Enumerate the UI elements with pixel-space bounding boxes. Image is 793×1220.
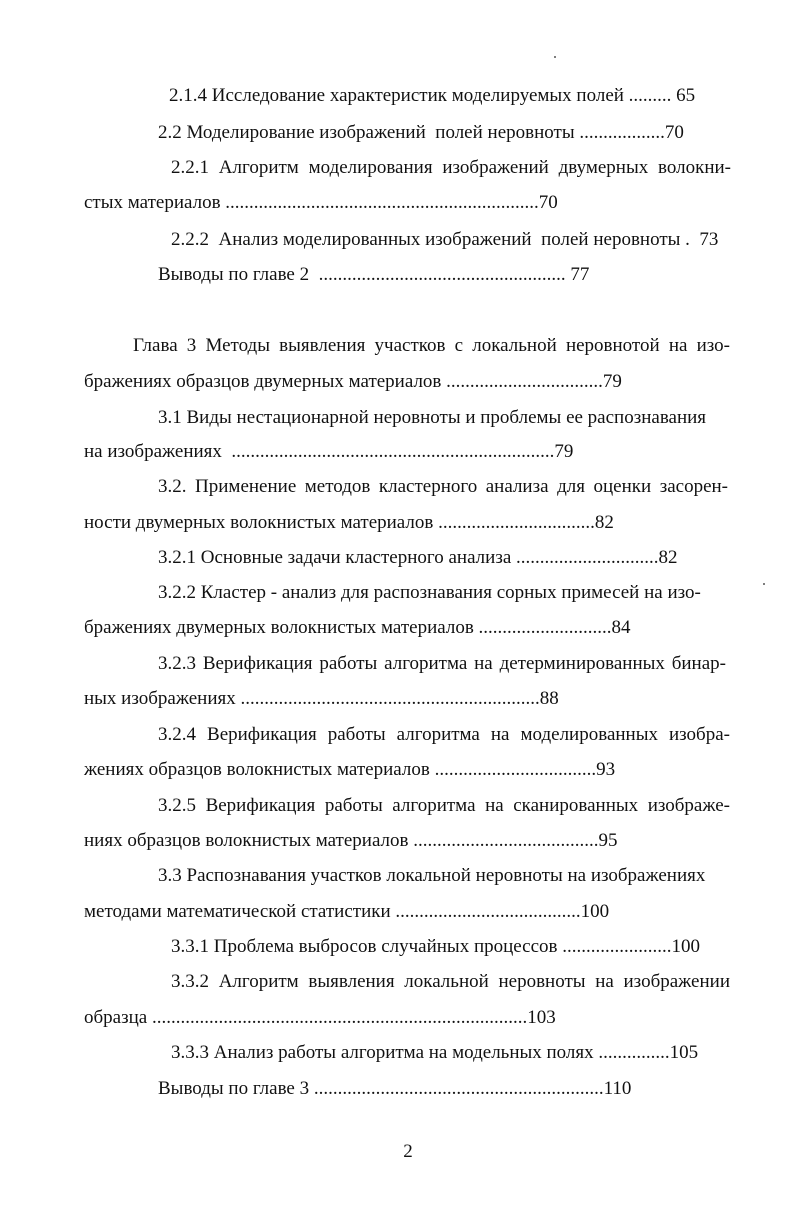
toc-entry-3-2-2[interactable]: 3.2.2 Кластер - анализ для распознавания сорных примесей на изо-: [158, 582, 701, 603]
toc-entry-3-3-1[interactable]: 3.3.1 Проблема выбросов случайных процессов .......................100: [171, 936, 701, 957]
toc-entry-3-2-3[interactable]: 3.2.3 Верификация работы алгоритма на детерминированных бинар-: [158, 653, 726, 674]
toc-entry-3-1-cont[interactable]: на изображениях ....................................................................79: [84, 441, 574, 462]
page-number: 2: [403, 1141, 413, 1162]
toc-entry-3-2-5[interactable]: 3.2.5 Верификация работы алгоритма на сканированных изображе-: [158, 795, 730, 816]
scan-speck: [763, 583, 765, 585]
toc-entry-3-2-2-cont[interactable]: бражениях двумерных волокнистых материалов ............................84: [84, 617, 631, 638]
toc-entry-3-1[interactable]: 3.1 Виды нестационарной неровноты и проблемы ее распознавания: [158, 407, 707, 428]
toc-entry-3-3-2-cont[interactable]: образца ...............................................................................103: [84, 1007, 556, 1028]
toc-entry-conclusions-ch2[interactable]: Выводы по главе 2 .................................................... 77: [158, 264, 590, 285]
toc-entry-3-3[interactable]: 3.3 Распознавания участков локальной неровноты на изображениях: [158, 865, 706, 886]
toc-entry-chapter-3-cont[interactable]: бражениях образцов двумерных материалов .................................79: [84, 371, 622, 392]
toc-entry-3-2-4-cont[interactable]: жениях образцов волокнистых материалов ..................................93: [84, 759, 616, 780]
toc-entry-2-1-4[interactable]: 2.1.4 Исследование характеристик моделируемых полей ......... 65: [169, 85, 696, 106]
toc-entry-3-2-1[interactable]: 3.2.1 Основные задачи кластерного анализа ..............................82: [158, 547, 678, 568]
toc-entry-chapter-3[interactable]: Глава 3 Методы выявления участков с локальной неровнотой на изо-: [133, 335, 730, 356]
toc-entry-3-2[interactable]: 3.2. Применение методов кластерного анализа для оценки засорен-: [158, 476, 728, 497]
toc-entry-2-2-1-cont[interactable]: стых материалов ..................................................................70: [84, 192, 558, 213]
toc-entry-3-2-5-cont[interactable]: ниях образцов волокнистых материалов .......................................95: [84, 830, 618, 851]
toc-entry-3-2-cont[interactable]: ности двумерных волокнистых материалов .................................82: [84, 512, 614, 533]
toc-entry-2-2-1[interactable]: 2.2.1 Алгоритм моделирования изображений двумерных волокни-: [171, 157, 731, 178]
toc-entry-3-3-2[interactable]: 3.3.2 Алгоритм выявления локальной неровноты на изображении: [171, 971, 730, 992]
toc-entry-2-2[interactable]: 2.2 Моделирование изображений полей неровноты ..................70: [158, 122, 684, 143]
scan-speck: [554, 56, 556, 58]
toc-entry-3-3-3[interactable]: 3.3.3 Анализ работы алгоритма на модельных полях ...............105: [171, 1042, 699, 1063]
toc-entry-2-2-2[interactable]: 2.2.2 Анализ моделированных изображений полей неровноты . 73: [171, 229, 719, 250]
toc-entry-3-2-3-cont[interactable]: ных изображениях ...............................................................88: [84, 688, 559, 709]
toc-entry-3-3-cont[interactable]: методами математической статистики .......................................100: [84, 901, 610, 922]
toc-entry-3-2-4[interactable]: 3.2.4 Верификация работы алгоритма на моделированных изобра-: [158, 724, 730, 745]
toc-entry-conclusions-ch3[interactable]: Выводы по главе 3 .............................................................110: [158, 1078, 632, 1099]
